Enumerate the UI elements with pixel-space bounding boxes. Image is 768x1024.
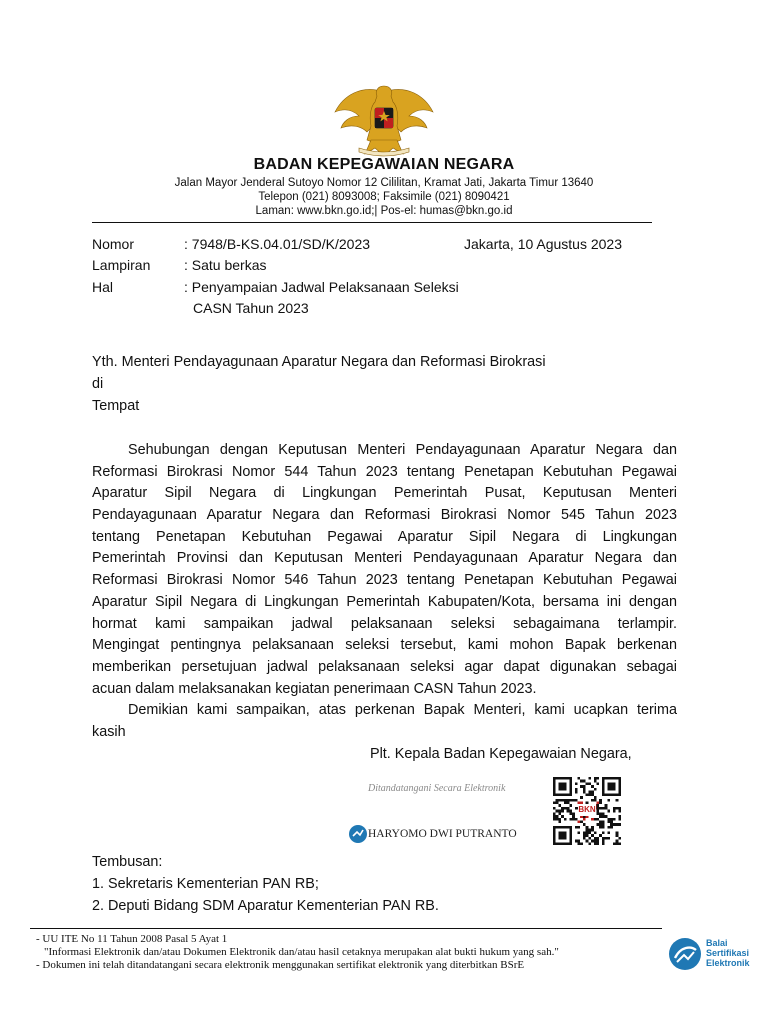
cc-heading: Tembusan:	[92, 854, 163, 870]
hal-value: : Penyampaian Jadwal Pelaksanaan Seleksi	[184, 279, 459, 295]
bsre-logo-line: Elektronik	[706, 958, 750, 968]
signer-name: HARYOMO DWI PUTRANTO	[368, 828, 517, 840]
footer-law-quote: "Informasi Elektronik dan/atau Dokumen Elektronik dan/atau hasil cetaknya merupakan alat bukti hukum yang sah."	[44, 946, 559, 958]
paragraph-line: Mengingat pentingnya pelaksanaan seleksi tersebut, kami mohon Bapak berkenan	[92, 637, 677, 654]
body-paragraph-1	[92, 440, 677, 700]
bsre-logo-text	[706, 938, 750, 968]
bsre-seal-icon	[348, 824, 368, 844]
qr-logo-badge: BKN	[578, 805, 596, 814]
lampiran-value: : Satu berkas	[184, 257, 267, 273]
garuda-emblem-icon	[331, 82, 437, 158]
paragraph-line: tentang Penetapan Kebutuhan Pegawai Aparatur Sipil Negara di Lingkungan	[92, 528, 677, 545]
bsre-logo-line: Sertifikasi	[706, 948, 750, 958]
signature-title: Plt. Kepala Badan Kepegawaian Negara,	[370, 746, 632, 762]
address-line: Jalan Mayor Jenderal Sutoyo Nomor 12 Cililitan, Kramat Jati, Jakarta Timur 13640	[174, 177, 594, 189]
footer-divider	[30, 928, 662, 929]
body-paragraph-2	[92, 700, 677, 743]
paragraph-line: Aparatur Sipil Negara di Lingkungan Pemerintah Kabupaten/Kota, bersama ini dengan	[92, 593, 677, 610]
recipient-line: Yth. Menteri Pendayagunaan Aparatur Negara dan Reformasi Birokrasi	[92, 354, 546, 370]
paragraph-line: Sehubungan dengan Keputusan Menteri Pendayagunaan Aparatur Negara dan	[128, 442, 677, 458]
paragraph-line: Pemerintah Provinsi dan Keputusan Menteri Pendayagunaan Aparatur Negara dan	[92, 550, 677, 567]
paragraph-line: Reformasi Birokrasi Nomor 546 Tahun 2023 tentang Penetapan Kebutuhan Pegawai	[92, 572, 677, 589]
place-date: Jakarta, 10 Agustus 2023	[464, 236, 622, 252]
nomor-value: : 7948/B-KS.04.01/SD/K/2023	[184, 236, 371, 252]
phone-line: Telepon (021) 8093008; Faksimile (021) 8090421	[258, 191, 510, 203]
lampiran-label: Lampiran	[92, 257, 151, 273]
footer-esign-statement: - Dokumen ini telah ditandatangani secara elektronik menggunakan sertifikat elektronik yang diterbitkan BSrE	[36, 959, 525, 971]
bsre-logo-icon	[667, 936, 703, 972]
nomor-label: Nomor	[92, 236, 135, 252]
recipient-di: di	[92, 376, 104, 392]
esign-note: Ditandatangani Secara Elektronik	[368, 783, 506, 794]
hal-label: Hal	[92, 279, 114, 295]
paragraph-line: Pendayagunaan Aparatur Negara dan Reformasi Birokrasi Nomor 545 Tahun 2023	[92, 507, 677, 524]
web-line: Laman: www.bkn.go.id;| Pos-el: humas@bkn.go.id	[255, 205, 513, 217]
cc-item: 1. Sekretaris Kementerian PAN RB;	[92, 876, 319, 892]
footer-law-reference: - UU ITE No 11 Tahun 2008 Pasal 5 Ayat 1	[36, 933, 228, 945]
hal-value-continued: CASN Tahun 2023	[193, 300, 309, 316]
paragraph-line: hormat kami sampaikan jadwal pelaksanaan seleksi sebagaimana terlampir.	[92, 615, 677, 632]
letterhead-divider	[92, 222, 652, 223]
paragraph-line: Reformasi Birokrasi Nomor 544 Tahun 2023 tentang Penetapan Kebutuhan Pegawai	[92, 463, 677, 480]
cc-item: 2. Deputi Bidang SDM Aparatur Kementerian PAN RB.	[92, 898, 439, 914]
bsre-logo-line: Balai	[706, 938, 728, 948]
paragraph-line: Aparatur Sipil Negara di Lingkungan Pemerintah Pusat, Keputusan Menteri	[92, 485, 677, 502]
paragraph-line: kasih	[92, 723, 126, 740]
recipient-place: Tempat	[92, 398, 140, 414]
paragraph-line: acuan dalam melaksanakan kegiatan penerimaan CASN Tahun 2023.	[92, 680, 537, 697]
organization-name: BADAN KEPEGAWAIAN NEGARA	[253, 156, 515, 173]
paragraph-line: Demikian kami sampaikan, atas perkenan Bapak Menteri, kami ucapkan terima	[128, 702, 677, 718]
paragraph-line: memberikan persetujuan jadwal pelaksanaan seleksi agar dapat digunakan sebagai	[92, 658, 677, 675]
